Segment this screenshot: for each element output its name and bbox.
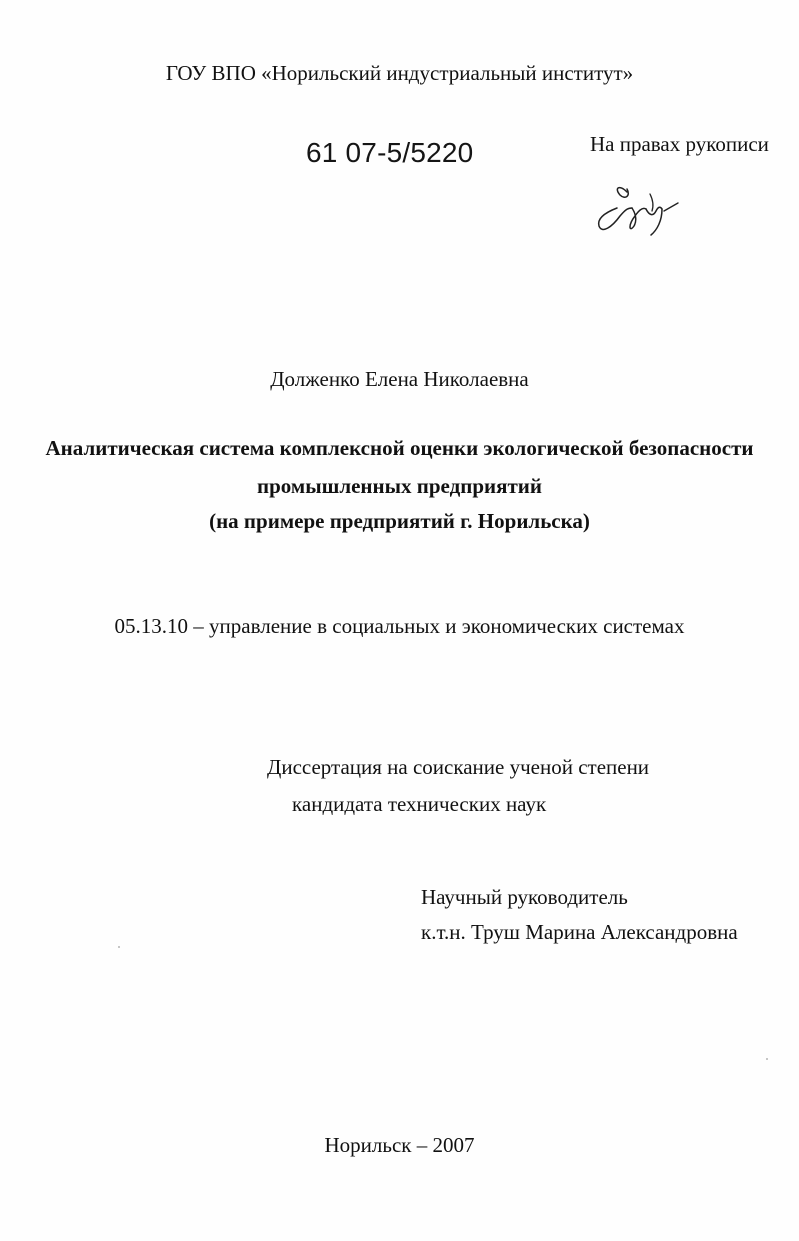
degree-line-2: кандидата технических наук bbox=[292, 792, 547, 816]
author-name: Долженко Елена Николаевна bbox=[270, 367, 529, 391]
dissertation-title-line-2: промышленных предприятий bbox=[257, 474, 542, 498]
dissertation-title-line-1: Аналитическая система комплексной оценки экологической безопасности bbox=[45, 436, 754, 460]
scan-speck bbox=[118, 946, 120, 948]
handwritten-signature bbox=[590, 178, 685, 240]
organization-header: ГОУ ВПО «Норильский индустриальный институт» bbox=[165, 61, 634, 85]
city-and-year: Норильск – 2007 bbox=[324, 1133, 475, 1157]
dissertation-title-line-3: (на примере предприятий г. Норильска) bbox=[209, 509, 590, 533]
scientific-advisor-label: Научный руководитель bbox=[421, 885, 628, 909]
scientific-advisor-name: к.т.н. Труш Марина Александровна bbox=[421, 920, 738, 944]
registry-number: 61 07-5/5220 bbox=[306, 137, 474, 168]
specialty-code: 05.13.10 – управление в социальных и экономических системах bbox=[114, 614, 685, 638]
manuscript-rights-label: На правах рукописи bbox=[590, 132, 769, 156]
degree-line-1: Диссертация на соискание ученой степени bbox=[267, 755, 650, 779]
scan-speck bbox=[766, 1058, 768, 1060]
